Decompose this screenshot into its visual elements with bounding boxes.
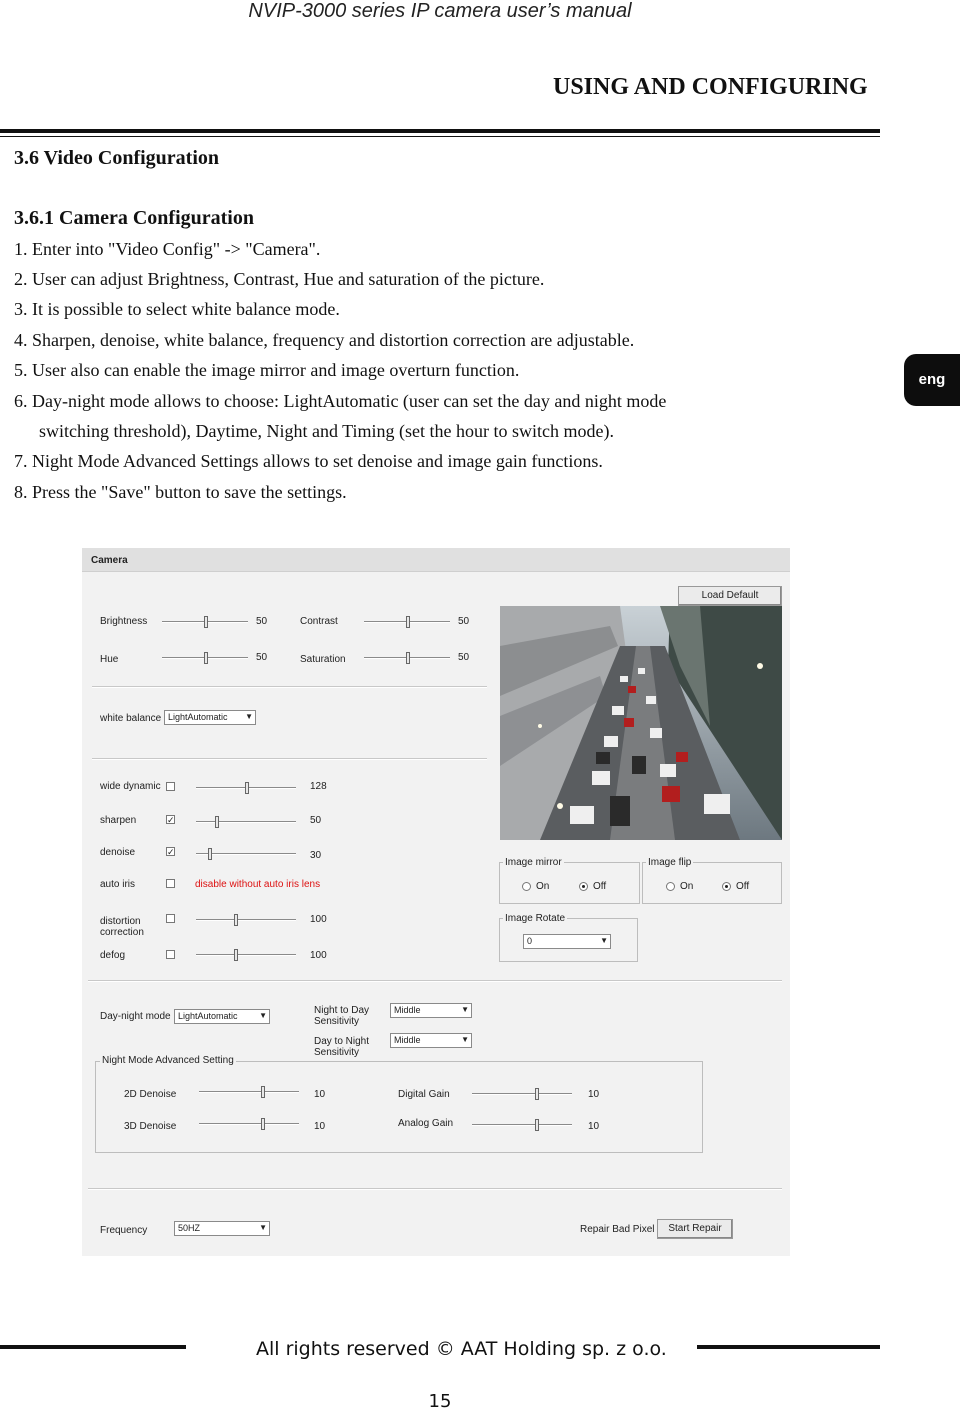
wide-dynamic-value: 128	[310, 781, 327, 792]
image-mirror-on-radio[interactable]	[522, 882, 531, 891]
auto-iris-checkbox[interactable]	[166, 879, 175, 888]
denoise-thumb[interactable]	[208, 848, 212, 860]
correction-label: correction	[100, 927, 144, 938]
panel-title: Camera	[82, 548, 790, 572]
start-repair-button[interactable]: Start Repair	[657, 1219, 733, 1239]
image-rotate-legend: Image Rotate	[505, 913, 566, 924]
denoise-2d-slider[interactable]	[199, 1091, 299, 1093]
night-to-day-select[interactable]	[390, 1003, 472, 1018]
frequency-select[interactable]	[174, 1221, 270, 1236]
digital-gain-value: 10	[588, 1089, 600, 1100]
saturation-value: 50	[458, 652, 470, 663]
analog-gain-slider[interactable]	[472, 1124, 572, 1126]
copyright-notice: All rights reserved © AAT Holding sp. z o.o.	[256, 1338, 667, 1360]
auto-iris-label: auto iris	[100, 879, 136, 890]
analog-gain-label: Analog Gain	[398, 1118, 454, 1129]
brightness-label: Brightness	[100, 616, 148, 627]
sharpen-label: sharpen	[100, 815, 137, 826]
repair-bad-pixel-label: Repair Bad Pixel	[580, 1224, 655, 1235]
night-advanced-group	[95, 1061, 703, 1153]
step-7: 7. Night Mode Advanced Settings allows to set denoise and image gain functions.	[14, 451, 603, 471]
hue-thumb[interactable]	[204, 652, 208, 664]
digital-gain-label: Digital Gain	[398, 1089, 450, 1100]
chevron-down-icon: ▼	[245, 712, 253, 721]
denoise-checkbox[interactable]	[166, 847, 175, 856]
contrast-value: 50	[458, 616, 470, 627]
analog-gain-thumb[interactable]	[535, 1119, 539, 1131]
distortion-label: distortion	[100, 916, 141, 927]
night-to-day-sensitivity-label: Sensitivity	[314, 1016, 360, 1027]
white-balance-label: white balance	[100, 713, 162, 724]
denoise-3d-slider[interactable]	[199, 1123, 299, 1125]
image-mirror-on-label: On	[536, 881, 550, 892]
distortion-value: 100	[310, 914, 327, 925]
image-mirror-group	[499, 862, 640, 904]
distortion-checkbox[interactable]	[166, 914, 175, 923]
wide-dynamic-thumb[interactable]	[245, 782, 249, 794]
image-mirror-off-label: Off	[593, 881, 607, 892]
hue-value: 50	[256, 652, 268, 663]
distortion-thumb[interactable]	[234, 914, 238, 926]
chevron-down-icon: ▼	[600, 936, 608, 945]
chevron-down-icon: ▼	[259, 1011, 267, 1020]
day-night-select[interactable]	[174, 1009, 270, 1024]
step-6: 6. Day-night mode allows to choose: LightAutomatic (user can set the day and night mode	[14, 391, 667, 411]
denoise-2d-label: 2D Denoise	[124, 1089, 177, 1100]
image-rotate-select[interactable]	[523, 934, 611, 949]
image-rotate-value: 0	[527, 936, 533, 946]
frequency-label: Frequency	[100, 1225, 148, 1236]
day-to-night-label: Day to Night	[314, 1036, 370, 1047]
image-mirror-off-radio[interactable]	[579, 882, 588, 891]
check-icon: ✓	[167, 815, 175, 825]
night-to-day-value: Middle	[394, 1005, 421, 1015]
step-3: 3. It is possible to select white balance mode.	[14, 299, 340, 319]
check-icon: ✓	[167, 847, 175, 857]
defog-thumb[interactable]	[234, 949, 238, 961]
denoise-3d-thumb[interactable]	[261, 1118, 265, 1130]
frequency-value: 50HZ	[178, 1223, 201, 1233]
denoise-value: 30	[310, 850, 322, 861]
section-title: USING AND CONFIGURING	[553, 74, 868, 100]
camera-preview-image	[500, 606, 782, 840]
denoise-3d-label: 3D Denoise	[124, 1121, 177, 1132]
chevron-down-icon: ▼	[259, 1223, 267, 1232]
denoise-2d-value: 10	[314, 1089, 326, 1100]
image-flip-on-radio[interactable]	[666, 882, 675, 891]
night-to-day-label: Night to Day	[314, 1005, 370, 1016]
image-mirror-legend: Image mirror	[505, 857, 562, 868]
sharpen-thumb[interactable]	[215, 816, 219, 828]
header-rule-thin	[0, 136, 880, 137]
divider	[88, 980, 782, 982]
divider	[88, 1188, 782, 1190]
step-2: 2. User can adjust Brightness, Contrast, Hue and saturation of the picture.	[14, 269, 545, 289]
divider	[92, 686, 487, 688]
wide-dynamic-label: wide dynamic	[100, 781, 161, 792]
day-to-night-select[interactable]	[390, 1033, 472, 1048]
denoise-label: denoise	[100, 847, 136, 858]
white-balance-value: LightAutomatic	[168, 712, 228, 722]
step-6-cont: switching threshold), Daytime, Night and Timing (set the hour to switch mode).	[39, 421, 614, 441]
day-night-label: Day-night mode	[100, 1011, 171, 1022]
footer-rule-right	[697, 1345, 880, 1349]
image-flip-off-label: Off	[736, 881, 750, 892]
language-tab: eng	[904, 354, 960, 406]
brightness-thumb[interactable]	[204, 616, 208, 628]
denoise-3d-value: 10	[314, 1121, 326, 1132]
defog-label: defog	[100, 950, 126, 961]
image-flip-group	[642, 862, 782, 904]
digital-gain-slider[interactable]	[472, 1093, 572, 1095]
step-4: 4. Sharpen, denoise, white balance, frequency and distortion correction are adjustable.	[14, 330, 635, 350]
step-8: 8. Press the "Save" button to save the settings.	[14, 482, 347, 502]
auto-iris-note: disable without auto iris lens	[195, 879, 321, 890]
step-1: 1. Enter into "Video Config" -> "Camera".	[14, 239, 321, 259]
divider	[92, 758, 487, 760]
image-flip-legend: Image flip	[648, 857, 692, 868]
section-heading: 3.6 Video Configuration	[14, 147, 220, 169]
defog-value: 100	[310, 950, 327, 961]
image-flip-off-radio[interactable]	[722, 882, 731, 891]
manual-title: NVIP-3000 series IP camera user’s manual	[248, 0, 632, 22]
subsection-heading: 3.6.1 Camera Configuration	[14, 207, 254, 229]
defog-slider[interactable]	[196, 954, 296, 956]
denoise-2d-thumb[interactable]	[261, 1086, 265, 1098]
night-advanced-legend: Night Mode Advanced Setting	[102, 1055, 234, 1066]
load-default-button[interactable]: Load Default	[678, 586, 782, 606]
day-to-night-value: Middle	[394, 1035, 421, 1045]
step-5: 5. User also can enable the image mirror and image overturn function.	[14, 360, 520, 380]
digital-gain-thumb[interactable]	[535, 1088, 539, 1100]
sharpen-slider[interactable]	[196, 821, 296, 823]
footer-rule-left	[0, 1345, 186, 1349]
camera-panel	[82, 548, 790, 1256]
chevron-down-icon: ▼	[461, 1035, 469, 1044]
hue-label: Hue	[100, 654, 119, 665]
contrast-label: Contrast	[300, 616, 338, 627]
distortion-slider[interactable]	[196, 919, 296, 921]
day-to-night-sensitivity-label: Sensitivity	[314, 1047, 360, 1058]
brightness-value: 50	[256, 616, 268, 627]
contrast-thumb[interactable]	[406, 616, 410, 628]
chevron-down-icon: ▼	[461, 1005, 469, 1014]
saturation-label: Saturation	[300, 654, 346, 665]
day-night-value: LightAutomatic	[178, 1011, 238, 1021]
image-flip-on-label: On	[680, 881, 694, 892]
saturation-thumb[interactable]	[406, 652, 410, 664]
wide-dynamic-checkbox[interactable]	[166, 782, 175, 791]
sharpen-checkbox[interactable]	[166, 815, 175, 824]
analog-gain-value: 10	[588, 1121, 600, 1132]
sharpen-value: 50	[310, 815, 322, 826]
page-number: 15	[428, 1391, 452, 1410]
header-rule	[0, 129, 880, 133]
defog-checkbox[interactable]	[166, 950, 175, 959]
white-balance-select[interactable]	[164, 710, 256, 725]
